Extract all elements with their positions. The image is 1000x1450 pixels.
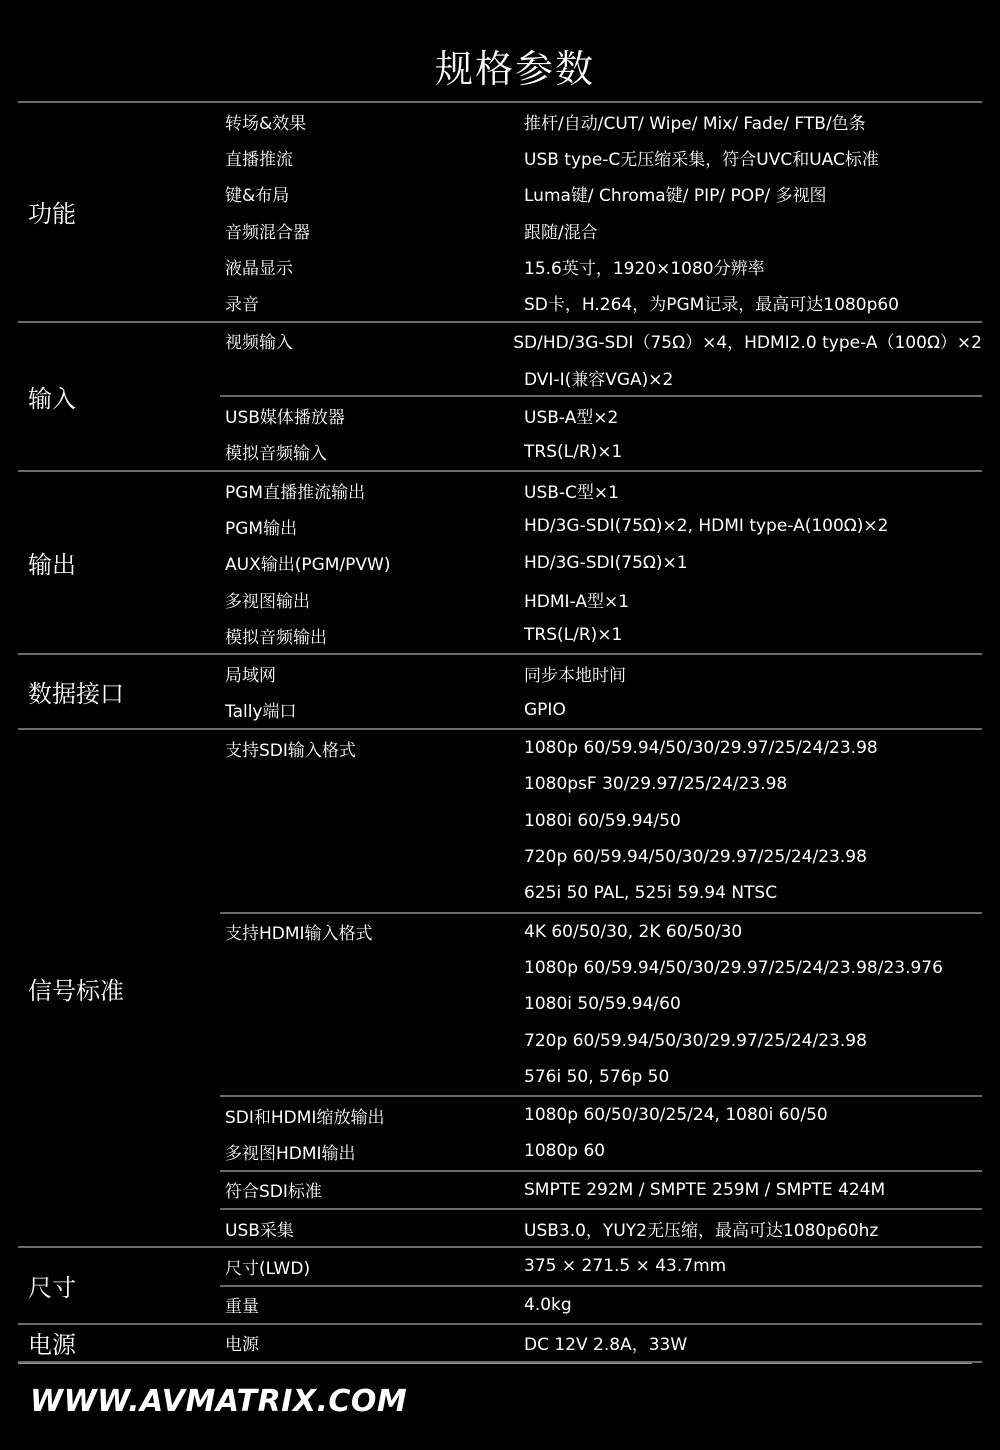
spec-section [18, 101, 982, 321]
spec-value: 720p 60/59.94/50/30/29.97/25/24/23.98 [524, 1030, 867, 1051]
section-label: 功能 [28, 200, 76, 229]
spec-sub-group [220, 395, 982, 470]
spec-row [220, 212, 982, 248]
page-title: 规格参数 [434, 47, 595, 91]
spec-row [220, 359, 982, 395]
section-label: 信号标准 [28, 976, 124, 1005]
spec-name: 支持SDI输入格式 [225, 740, 356, 761]
spec-row [220, 617, 982, 653]
spec-row [220, 1287, 982, 1323]
spec-name: PGM直播推流输出 [225, 482, 366, 503]
spec-row [220, 434, 982, 470]
section-label: 输出 [28, 551, 76, 580]
spec-name: 符合SDI标准 [225, 1182, 322, 1203]
spec-sub-group [220, 1325, 982, 1361]
spec-row [220, 803, 982, 839]
spec-name: 音频混合器 [225, 222, 310, 243]
spec-sub-group [220, 1285, 982, 1323]
spec-row [220, 875, 982, 911]
section-label: 输入 [28, 384, 76, 413]
spec-value: 1080p 60 [524, 1141, 606, 1162]
spec-value: Luma键/ Chroma键/ PIP/ POP/ 多视图 [524, 186, 827, 207]
spec-name: 键&布局 [225, 186, 290, 207]
footer-website-url: WWW.AVMATRIX.COM [30, 1384, 408, 1419]
spec-row [220, 176, 982, 212]
spec-value: SD卡，H.264，为PGM记录，最高可达1080p60 [524, 295, 899, 316]
spec-name: 转场&效果 [225, 113, 307, 134]
section-label: 电源 [28, 1331, 76, 1360]
spec-row [220, 1248, 982, 1284]
spec-value: HD/3G-SDI(75Ω)×2, HDMI type-A(100Ω)×2 [524, 516, 889, 537]
spec-sub-group [220, 1208, 982, 1246]
spec-name: 直播推流 [225, 149, 293, 170]
spec-value: USB type-C无压缩采集，符合UVC和UAC标准 [524, 149, 879, 170]
spec-row [220, 1172, 982, 1208]
spec-name: USB媒体播放器 [225, 408, 345, 429]
spec-sub-group [220, 103, 982, 321]
spec-row [220, 1325, 982, 1361]
spec-value: 15.6英寸，1920×1080分辨率 [524, 258, 765, 279]
spec-row [220, 284, 982, 320]
spec-value: SMPTE 292M / SMPTE 259M / SMPTE 424M [524, 1179, 886, 1200]
spec-value: USB-A型×2 [524, 408, 619, 429]
spec-name: 录音 [225, 295, 259, 316]
spec-row [220, 766, 982, 802]
spec-section [18, 470, 982, 653]
spec-name: 局域网 [225, 666, 276, 687]
spec-row [220, 323, 982, 359]
spec-sub-group [220, 655, 982, 728]
spec-value: 4.0kg [524, 1294, 572, 1315]
spec-row [220, 139, 982, 175]
spec-row [220, 839, 982, 875]
spec-name: 重量 [225, 1297, 259, 1318]
spec-value: TRS(L/R)×1 [524, 625, 623, 646]
spec-value: DVI-I(兼容VGA)×2 [524, 369, 674, 390]
spec-name: 模拟音频输入 [225, 444, 327, 465]
spec-value: 4K 60/50/30, 2K 60/50/30 [524, 921, 743, 942]
spec-value: DC 12V 2.8A，33W [524, 1335, 688, 1356]
spec-name: 多视图HDMI输出 [225, 1143, 356, 1164]
spec-name: PGM输出 [225, 518, 298, 539]
spec-section [18, 653, 982, 728]
spec-sub-group [220, 323, 982, 396]
section-label: 尺寸 [28, 1274, 76, 1302]
spec-section [18, 728, 982, 1246]
spec-name: 液晶显示 [225, 258, 293, 279]
section-label: 数据接口 [28, 680, 124, 709]
spec-name: Tally端口 [225, 702, 297, 723]
spec-value: 1080p 60/59.94/50/30/29.97/25/24/23.98 [524, 738, 878, 759]
spec-sub-group [220, 472, 982, 653]
spec-row [220, 1210, 982, 1246]
spec-name: SDI和HDMI缩放输出 [225, 1107, 385, 1128]
spec-value: 720p 60/59.94/50/30/29.97/25/24/23.98 [524, 847, 867, 868]
spec-row [220, 655, 982, 691]
spec-sub-group [220, 1248, 982, 1284]
spec-row [220, 508, 982, 544]
spec-value: HDMI-A型×1 [524, 591, 630, 612]
spec-name: 电源 [225, 1335, 259, 1356]
spec-value: 625i 50 PAL, 525i 59.94 NTSC [524, 883, 778, 904]
spec-table [18, 101, 982, 1363]
spec-value: TRS(L/R)×1 [524, 441, 623, 462]
spec-name: 视频输入 [225, 333, 293, 354]
spec-name: 支持HDMI输入格式 [225, 924, 373, 945]
spec-row [220, 103, 982, 139]
spec-row [220, 1133, 982, 1169]
spec-row [220, 986, 982, 1022]
spec-sub-group [220, 730, 982, 911]
spec-value: HD/3G-SDI(75Ω)×1 [524, 552, 688, 573]
spec-row [220, 950, 982, 986]
spec-name: 尺寸(LWD) [225, 1258, 311, 1279]
spec-value: 跟随/混合 [524, 222, 598, 243]
spec-row [220, 248, 982, 284]
spec-row [220, 730, 982, 766]
spec-section [18, 321, 982, 470]
spec-row [220, 581, 982, 617]
spec-value: 375 × 271.5 × 43.7mm [524, 1256, 727, 1277]
spec-sub-group [220, 1095, 982, 1170]
spec-sub-group [220, 1170, 982, 1208]
spec-row [220, 1059, 982, 1095]
spec-value: 1080psF 30/29.97/25/24/23.98 [524, 774, 788, 795]
spec-row [220, 545, 982, 581]
spec-value: 1080i 50/59.94/60 [524, 994, 681, 1015]
spec-row [220, 1097, 982, 1133]
spec-value: 同步本地时间 [524, 666, 626, 687]
spec-row [220, 397, 982, 433]
spec-row [220, 1022, 982, 1058]
spec-row [220, 472, 982, 508]
spec-name: 模拟音频输出 [225, 627, 327, 648]
spec-value: USB3.0，YUY2无压缩，最高可达1080p60hz [524, 1220, 879, 1241]
spec-section [18, 1246, 982, 1323]
spec-row [220, 692, 982, 728]
spec-name: USB采集 [225, 1220, 294, 1241]
spec-section [18, 1323, 982, 1361]
spec-value: 1080p 60/50/30/25/24, 1080i 60/50 [524, 1105, 828, 1126]
spec-name: AUX输出(PGM/PVW) [225, 555, 391, 576]
spec-name: 多视图输出 [225, 591, 310, 612]
spec-value: 1080p 60/59.94/50/30/29.97/25/24/23.98/23.976 [524, 957, 943, 978]
spec-row [220, 914, 982, 950]
spec-value: SD/HD/3G-SDI（75Ω）×4，HDMI2.0 type-A（100Ω）×2 [513, 333, 982, 354]
spec-value: 1080i 60/59.94/50 [524, 810, 681, 831]
footer-divider [18, 1363, 972, 1364]
spec-value: USB-C型×1 [524, 482, 619, 503]
spec-value: 576i 50, 576p 50 [524, 1066, 670, 1087]
spec-value: GPIO [524, 699, 566, 720]
spec-sub-group [220, 912, 982, 1095]
spec-value: 推杆/自动/CUT/ Wipe/ Mix/ Fade/ FTB/色条 [524, 113, 866, 134]
